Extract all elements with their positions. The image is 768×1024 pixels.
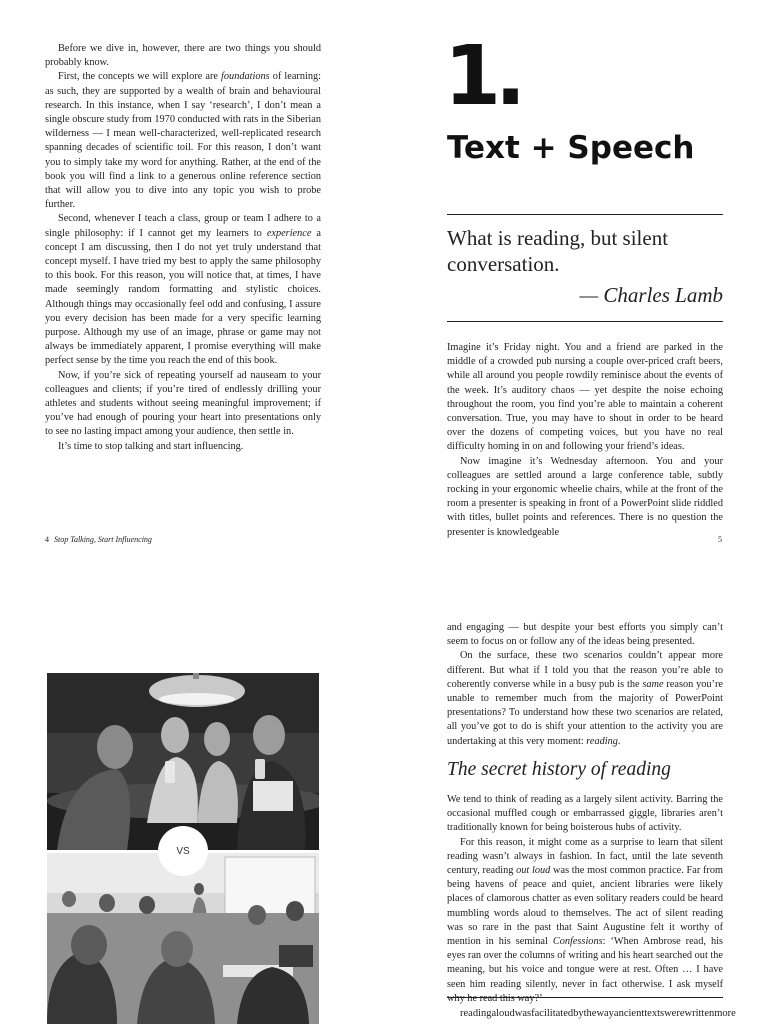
epigraph-author: — Charles Lamb bbox=[579, 283, 723, 307]
left-page-text bbox=[45, 42, 321, 454]
paragraph: For this reason, it might come as a surprise to learn that silent reading wasn’t always in fashion. In fact, until the late seventh century, reading out loud was the most common practice. Far from being havens of peace and quiet, ancient libraries were likely places of clamorous chatter as even solitary readers could be heard mumbling words aloud to themselves. The act of silent reading was so rare in the past that Saint Augustine felt it worthy of mention in his seminal Confessions: ‘When Ambrose read, his eyes ran over the columns of writing and his heart searched out the meaning, but his voice and tongue were at rest. Often … I have seen him reading silently, never in fact otherwise. I ask myself why he read this way?’ bbox=[447, 836, 723, 1004]
right-page-text bbox=[447, 341, 723, 540]
chapter-number: 1. bbox=[444, 29, 521, 124]
paragraph: On the surface, these two scenarios couldn’t appear more different. But what if I told you that the reason you’re able to coherently converse while in a busy pub is the same reason you’re unable to remember much from the majority of PowerPoint presentations? To understand how these two scenarios are related, all you’ve got to do is shift your attention to the activity you are undertaking at this very moment: reading. bbox=[447, 650, 723, 747]
page-number: 4 bbox=[45, 535, 49, 544]
paragraph: First, the concepts we will explore are foundations of learning: as such, they are supported by a wealth of brain and behavioural research. In this instance, when I say ‘research’, I don’t mean a single obscure study from 1970 conducted with rats in the Siberian wilderness — I mean well-characterized, well-replicated research spanning decades of scientific toil. For this reason, I don’t want you to simply take my word for anything. Rather, at the end of the book you will find a link to a generous online reference section that will allow you to dive into any topic you wish to probe further. bbox=[45, 71, 321, 211]
paragraph: and engaging — but despite your best efforts you simply can’t seem to focus on or follow any of the ideas being presented. bbox=[447, 622, 723, 648]
paragraph: It’s time to stop talking and start influencing. bbox=[58, 440, 244, 452]
paragraph: Second, whenever I teach a class, group or team I adhere to a single philosophy: if I cannot get my learners to experience a concept I am discussing, then I do not yet truly understand that concept myself. I have tried my best to apply the same philosophy to this book. For this reason, you will notice that, at times, I have made seemingly random formatting and stylistic choices. Although things may occasionally feel odd and confusing, I assure you every decision has been made for a very specific learning purpose. Although my use of an image, phrase or game may not always be immediately apparent, I promise everything will make perfect sense by the time you reach the end of this book. bbox=[45, 213, 322, 367]
page-number-right: 5 bbox=[718, 535, 722, 544]
vs-badge: VS bbox=[158, 826, 208, 876]
footnote-text: readingaloudwasfacilitatedbythewayancienttextswerewrittenmore bbox=[460, 1008, 736, 1019]
paragraph: Now imagine it’s Wednesday afternoon. You and your colleagues are settled around a large conference table, subtly rocking in your ergonomic wheelie chairs, while at the front of the room a presenter is speaking in front of a PowerPoint slide riddled with titles, bullet points and references. There is no question the presenter is knowledgeable bbox=[447, 455, 723, 538]
running-title: Stop Talking, Start Influencing bbox=[54, 535, 152, 544]
epigraph-rule-top bbox=[447, 214, 723, 215]
conference-photo bbox=[47, 853, 319, 1024]
chapter-title: Text + Speech bbox=[447, 130, 695, 166]
footnote-rule bbox=[447, 997, 723, 998]
continued-text bbox=[447, 621, 723, 749]
paragraph: Before we dive in, however, there are two things you should probably know. bbox=[45, 43, 321, 69]
left-page-footer bbox=[45, 535, 152, 544]
epigraph-quote: What is reading, but silent conversation. bbox=[447, 226, 669, 276]
epigraph-rule-bottom bbox=[447, 321, 723, 322]
section-heading: The secret history of reading bbox=[447, 759, 671, 780]
paragraph: Now, if you’re sick of repeating yourself ad nauseam to your colleagues and clients; if you’re tired of endlessly drilling your athletes and students without seeing meaningful improvement; if you’ve had enough of pouring your heart into presentations only to see no lasting impact among your audience, then settle in. bbox=[45, 369, 321, 438]
paragraph: We tend to think of reading as a largely silent activity. Barring the occasional muffled cough or embarrassed giggle, libraries aren’t traditionally known for being boisterous hubs of activity. bbox=[447, 794, 723, 834]
section-text bbox=[447, 793, 723, 1006]
paragraph: Imagine it’s Friday night. You and a friend are parked in the middle of a crowded pub nursing a couple over-priced craft beers, while all around you people rowdily reminisce about the events of the week. It’s auditory chaos — yet despite the noise echoing throughout the room, you find you’re able to maintain a coherent conversation. True, you may have to shout in order to be heard over the dozens of competing voices, but you have no real difficulty homing in on and following your friend’s ideas. bbox=[447, 342, 723, 453]
pub-photo bbox=[47, 673, 319, 850]
